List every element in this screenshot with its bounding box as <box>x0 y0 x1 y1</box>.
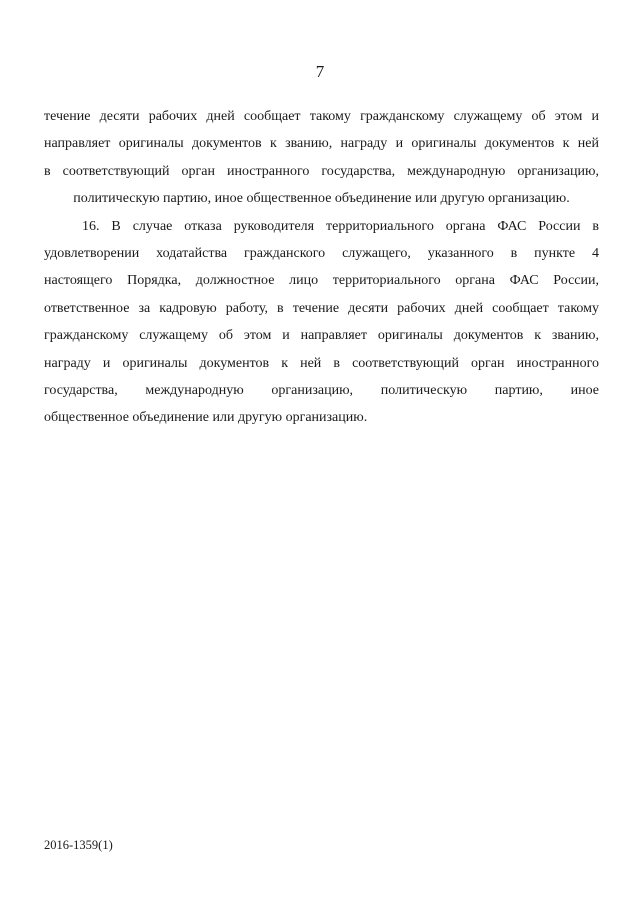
paragraph-continuation <box>44 103 599 213</box>
text-line: ответственное за кадровую работу, в течение десяти рабочих дней сообщает такому <box>44 300 599 316</box>
text-line: государства, международную организацию, политическую партию, иное <box>44 382 599 398</box>
text-line: общественное объединение или другую организацию. <box>44 410 368 426</box>
document-body <box>44 103 599 432</box>
paragraph-16 <box>44 213 599 432</box>
text-line: награду и оригиналы документов к ней в соответствующий орган иностранного <box>44 355 599 371</box>
text-line: гражданскому служащему об этом и направляет оригиналы документов к званию, <box>44 328 599 344</box>
text-line: политическую партию, иное общественное объединение или другую организацию. <box>73 191 570 207</box>
text-line: удовлетворении ходатайства гражданского служащего, указанного в пункте 4 <box>44 245 599 261</box>
text-line: 16. В случае отказа руководителя территориального органа ФАС России в <box>82 218 599 234</box>
document-code: 2016-1359(1) <box>44 838 113 852</box>
page-number: 7 <box>315 62 325 81</box>
text-line: настоящего Порядка, должностное лицо территориального органа ФАС России, <box>44 273 599 289</box>
text-line: в соответствующий орган иностранного государства, международную организацию, <box>44 163 599 179</box>
text-line: направляет оригиналы документов к званию, награду и оригиналы документов к ней <box>44 136 599 152</box>
text-line: течение десяти рабочих дней сообщает такому гражданскому служащему об этом и <box>44 109 599 124</box>
